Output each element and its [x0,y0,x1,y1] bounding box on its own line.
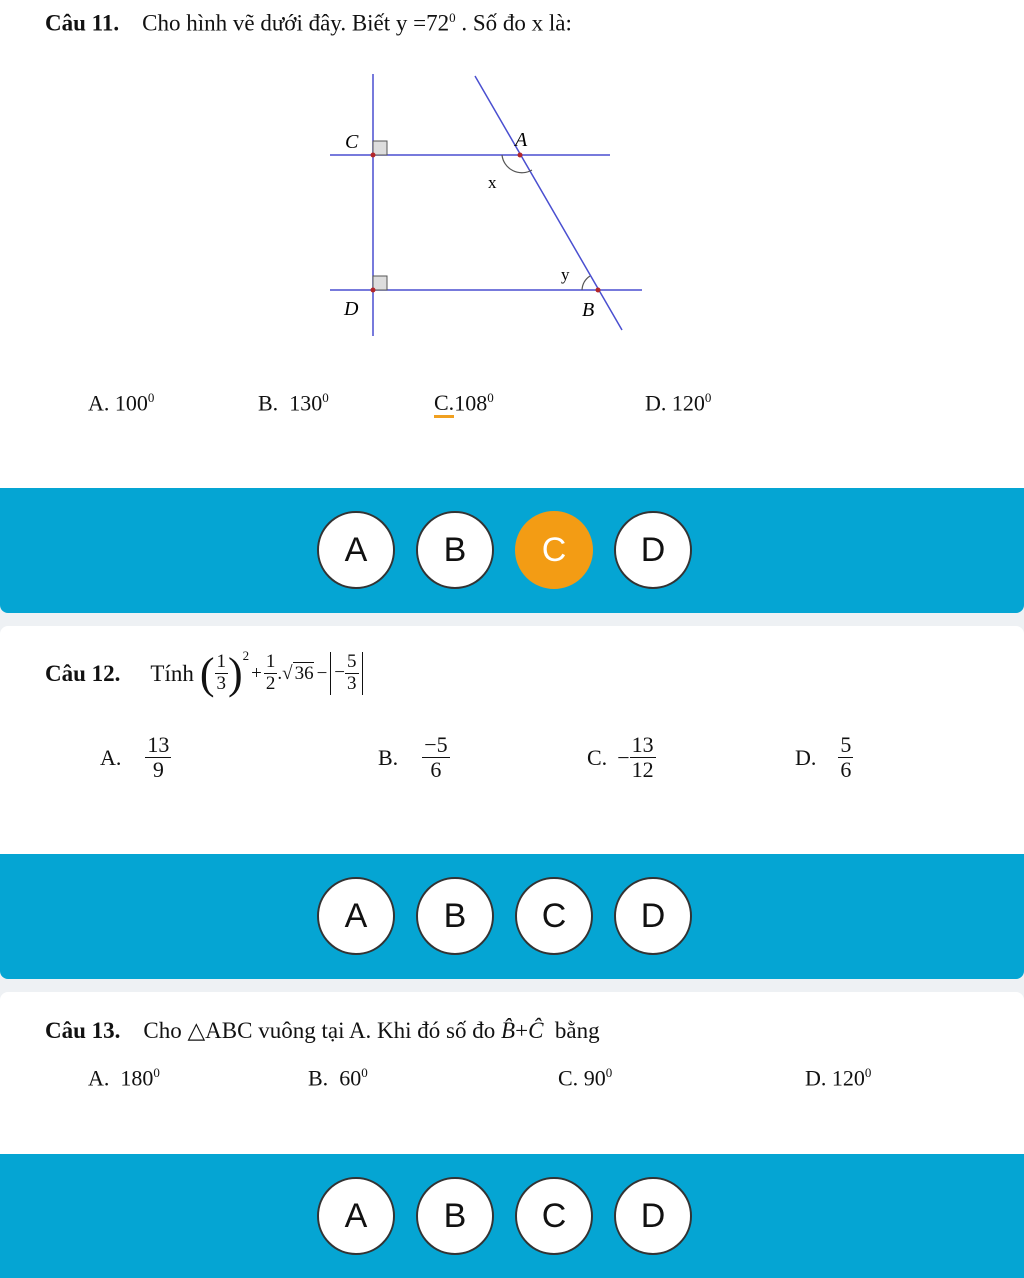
q13-answer-b-button[interactable]: B [416,1177,494,1255]
q11-option-b: B. $130^0$ [258,390,329,416]
q12-answer-c-button[interactable]: C [515,877,593,955]
math-expression: ( $\frac{1}{3}$ ) $^2$ + $\frac{1}{2}$ . √ 36 − − $\frac{5}{3}$ [200,648,363,699]
q11-option-d: D. $120^0$ [645,390,712,416]
q12-answer-a-button[interactable]: A [317,877,395,955]
point-a [518,153,523,158]
question-12-label: Câu 12. [45,660,121,686]
question-13-text: Câu 13. Cho △ABC vuông tại A. Khi đó số đo B̂+Ĉ bằng [45,1018,600,1043]
right-angle-c [373,141,387,155]
q12-answer-d-button[interactable]: D [614,877,692,955]
q11-answer-b-button[interactable]: B [416,511,494,589]
geometry-figure [320,68,660,348]
q11-answer-a-button[interactable]: A [317,511,395,589]
q13-answer-d-button[interactable]: D [614,1177,692,1255]
label-b: B [582,299,595,321]
q13-answer-a-button[interactable]: A [317,1177,395,1255]
question-11-text: Câu 11. Cho hình vẽ dưới đây. Biết $y =72^0$ . Số đo x là: [45,10,572,36]
question-12-text: Câu 12. Tính ( $\frac{1}{3}$ ) $^2$ + $\frac{1}{2}$ . √ 36 − − $\frac{5}{3}$ [45,648,363,699]
point-c [371,153,376,158]
q12-answer-band [0,854,1024,979]
q12-option-c: C. − $\frac{13}{12}$ [587,732,654,783]
label-x: x [488,173,497,192]
q13-option-a: A. $180^0$ [88,1065,160,1091]
q12-answer-b-button[interactable]: B [416,877,494,955]
q13-option-b: B. $60^0$ [308,1065,368,1091]
q11-option-a: A. $100^0$ [88,390,155,416]
q13-answer-c-button[interactable]: C [515,1177,593,1255]
q11-answer-d-button[interactable]: D [614,511,692,589]
label-a: A [515,129,528,151]
q11-answer-band [0,488,1024,613]
q12-option-b: B. $\frac{-5}{6}$ [378,732,448,783]
q12-option-d: D. $\frac{5}{6}$ [795,732,852,783]
point-b [596,288,601,293]
q12-option-a: A. $\frac{13}{9}$ [100,732,170,783]
q11-option-c: C.108$^0$ [434,390,494,416]
line-ab [475,76,622,330]
point-d [371,288,376,293]
q13-option-c: C. $90^0$ [558,1065,613,1091]
question-11-label: Câu 11. [45,10,120,36]
question-13-label: Câu 13. [45,1018,121,1043]
label-y: y [561,265,570,284]
angle-y-arc [582,276,590,290]
angle-x-arc [502,155,532,173]
q11-answer-c-button[interactable]: C [515,511,593,589]
right-angle-d [373,276,387,290]
label-c: C [345,131,359,153]
label-d: D [344,298,359,320]
q13-option-d: D. $120^0$ [805,1065,872,1091]
q13-answer-band [0,1154,1024,1278]
